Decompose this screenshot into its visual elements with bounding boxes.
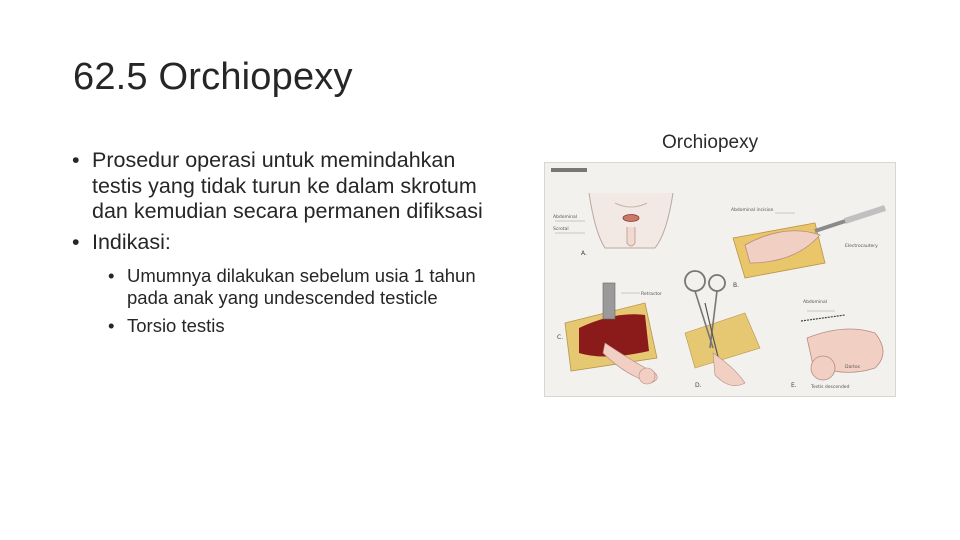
panel-label-e: E. — [791, 382, 797, 389]
bullet-item-definition — [72, 148, 502, 225]
sub-bullet-symbol: • — [108, 315, 115, 336]
sub-bullet-text: Torsio testis — [127, 315, 225, 336]
sub-bullet-list — [72, 265, 502, 337]
medical-illustration — [544, 162, 896, 397]
sub-bullet-symbol: • — [108, 265, 115, 286]
svg-text:Abdominal incision: Abdominal incision — [731, 208, 774, 213]
svg-text:Abdominal: Abdominal — [553, 215, 578, 220]
panel-label-a: A. — [581, 250, 587, 257]
panel-c-retraction — [565, 283, 662, 384]
panel-b-incision — [731, 207, 885, 278]
illustration-svg — [545, 163, 895, 396]
bullet-symbol: • — [72, 229, 80, 254]
orchiopexy-figure — [544, 130, 894, 396]
svg-text:Scrotal: Scrotal — [553, 227, 569, 232]
bullet-text: Indikasi: — [92, 229, 171, 254]
svg-text:Dartos: Dartos — [845, 365, 860, 370]
svg-text:Electrocautery: Electrocautery — [845, 244, 878, 249]
panel-a-abdomen — [553, 193, 673, 248]
bullet-symbol: • — [72, 148, 80, 172]
panel-label-c: C. — [557, 334, 564, 341]
svg-text:Retractor: Retractor — [641, 292, 662, 297]
panel-label-b: B. — [733, 282, 740, 289]
bullet-item-indikasi — [72, 230, 502, 256]
sub-bullet-text: Umumnya dilakukan sebelum usia 1 tahun pada anak yang undescended testicle — [127, 265, 476, 308]
bullet-text: Prosedur operasi untuk memindahkan testis yang tidak turun ke dalam skrotum dan kemudian secara permanen difiksasi — [92, 148, 483, 223]
svg-text:Abdominal: Abdominal — [803, 300, 828, 305]
figure-title: Orchiopexy — [662, 132, 759, 153]
slide-title: 62.5 Orchiopexy — [73, 56, 353, 98]
panel-d-clamps — [685, 271, 760, 386]
figure-header-mark — [551, 168, 587, 172]
svg-text:Testis descended: Testis descended — [811, 385, 850, 390]
panel-e-fixation — [801, 299, 883, 390]
panel-label-d: D. — [695, 382, 702, 389]
sub-bullet-item-torsio — [108, 315, 497, 337]
sub-bullet-item-age — [108, 265, 497, 309]
bullet-list — [72, 148, 502, 343]
